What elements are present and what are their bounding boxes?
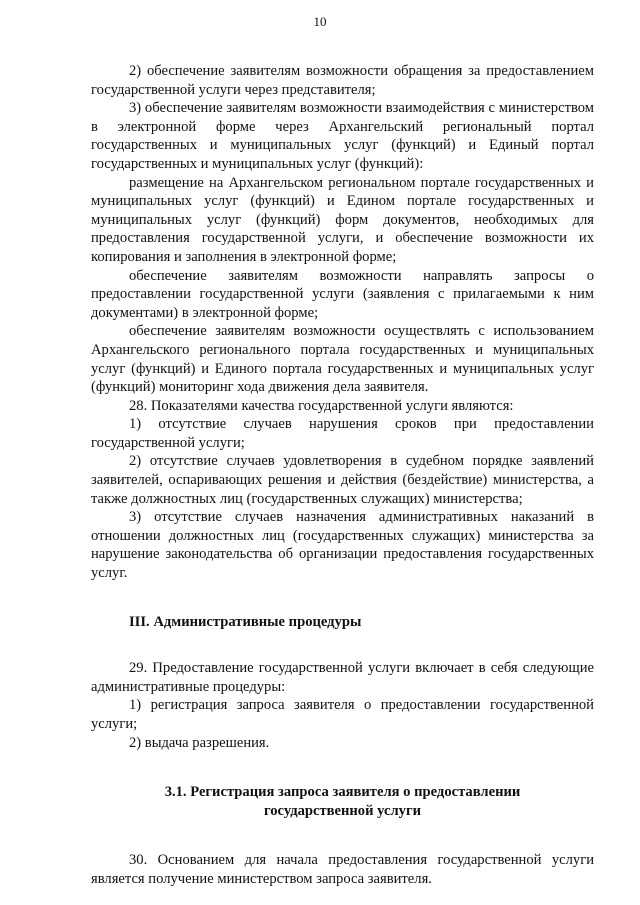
section-heading-3: III. Административные процедуры (129, 613, 362, 630)
section-heading-3-1-line2: государственной услуги (263, 802, 422, 819)
paragraph-procedure-2: 2) выдача разрешения. (129, 734, 270, 751)
paragraph-forms-placement: размещение на Архангельском региональном портале государственных и муниципальных услуг (функций) и Едином портале государственных и муниципальных услуг (функций) форм документов, необходимых для предоставления государственной услуги, и обеспечение возможности их копирования и заполнения в электронной форме; (91, 174, 594, 265)
paragraph-procedure-1: 1) регистрация запроса заявителя о предоставлении государственной услуги; (91, 697, 594, 732)
paragraph-28: 28. Показателями качества государственной услуги являются: (129, 397, 514, 414)
paragraph-quality-2: 2) отсутствие случаев удовлетворения в судебном порядке заявлений заявителей, оспаривающих решения и действия (бездействие) министерства, а также должностных лиц (государственных служащих) министерства; (91, 453, 594, 507)
paragraph-item-3: 3) обеспечение заявителям возможности взаимодействия с министерством в электронной форме через Архангельский региональный портал государственных и муниципальных услуг (функций) и Единый портал государственных и муниципальных услуг (функций): (91, 100, 594, 172)
paragraph-electronic-requests: обеспечение заявителям возможности направлять запросы о предоставлении государственной услуги (заявления с прилагаемыми к ним документами) в электронной форме; (91, 267, 594, 321)
section-heading-3-1 (91, 783, 594, 820)
document-body (91, 62, 594, 889)
paragraph-quality-3: 3) отсутствие случаев назначения административных наказаний в отношении должностных лиц (государственных служащих) министерства за нарушение законодательства об организации предоставления государственных услуг. (91, 509, 594, 582)
paragraph-30: 30. Основанием для начала предоставления государственной услуги является получение министерством запроса заявителя. (91, 852, 594, 887)
paragraph-monitoring: обеспечение заявителям возможности осуществлять с использованием Архангельского регионального портала государственных и муниципальных услуг (функций) и Единого портала государственных и муниципальных услуг (функций) мониторинг хода движения дела заявителя. (91, 323, 594, 396)
paragraph-29: 29. Предоставление государственной услуги включает в себя следующие административные процедуры: (91, 660, 594, 695)
paragraph-quality-1: 1) отсутствие случаев нарушения сроков при предоставлении государственной услуги; (91, 416, 594, 451)
section-heading-3-1-line1: 3.1. Регистрация запроса заявителя о предоставлении (164, 784, 521, 801)
paragraph-item-2: 2) обеспечение заявителям возможности обращения за предоставлением государственной услуги через представителя; (91, 63, 594, 98)
page-number: 10 (313, 14, 327, 29)
